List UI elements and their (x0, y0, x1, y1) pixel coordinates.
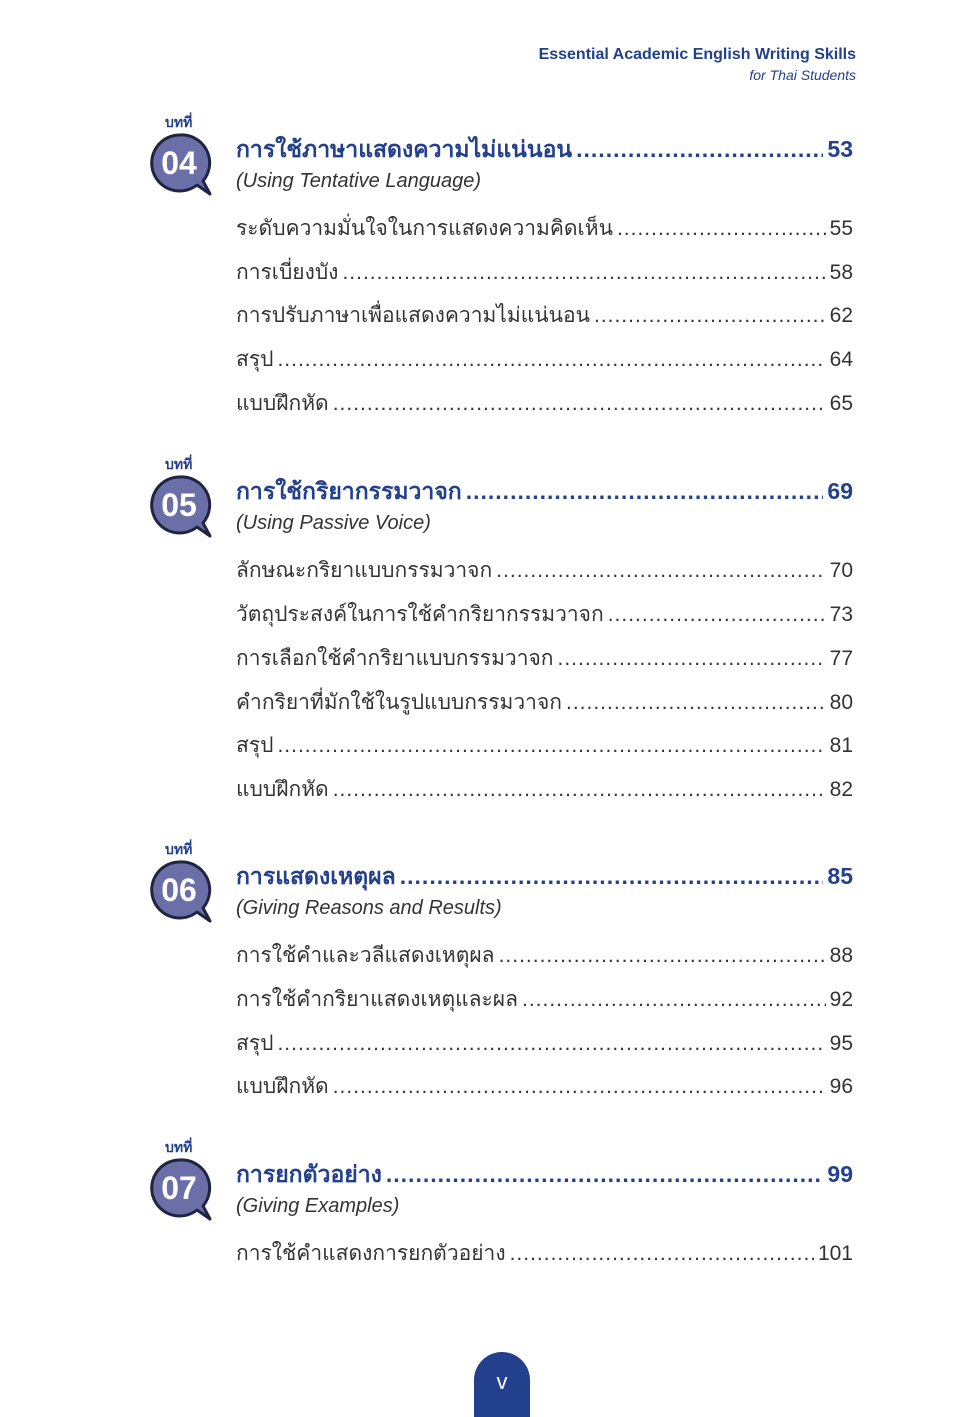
chapter-title: การใช้ภาษาแสดงความไม่แน่นอน (236, 136, 573, 162)
chapter-title-row[interactable] (236, 1157, 853, 1193)
entry-page: 55 (829, 217, 853, 240)
entry-text: แบบฝึกหัด (236, 1075, 329, 1098)
entry-text: ลักษณะกริยาแบบกรรมวาจก (236, 559, 493, 582)
page-number: v (474, 1352, 530, 1417)
entry-page: 80 (829, 691, 853, 714)
chapter-title: การใช้กริยากรรมวาจก (236, 478, 462, 504)
entry-page: 65 (829, 392, 853, 415)
leader-dots (496, 559, 825, 583)
entry-page: 82 (829, 778, 853, 801)
leader-dots (576, 136, 823, 163)
chapter-english-title: (Using Tentative Language) (236, 170, 481, 192)
entry-page: 101 (817, 1242, 853, 1265)
leader-dots (400, 863, 824, 890)
leader-dots (558, 647, 826, 671)
chapter-title: การยกตัวอย่าง (236, 1161, 382, 1187)
speech-bubble-icon (148, 132, 214, 198)
speech-bubble-icon (148, 474, 214, 540)
entry-text: ระดับความมั่นใจในการแสดงความคิดเห็น (236, 217, 613, 240)
speech-bubble-icon (148, 859, 214, 925)
toc-entry[interactable] (236, 387, 853, 420)
entry-page: 77 (829, 647, 853, 670)
chapter-label: บทที่ (165, 1139, 193, 1155)
leader-dots (566, 691, 826, 715)
chapter-number: 05 (161, 487, 197, 523)
leader-dots (277, 1032, 825, 1056)
entry-page: 62 (829, 304, 853, 327)
leader-dots (510, 1242, 814, 1266)
entry-text: คำกริยาที่มักใช้ในรูปแบบกรรมวาจก (236, 691, 562, 714)
toc-entry[interactable] (236, 983, 853, 1016)
entry-text: การเลือกใช้คำกริยาแบบกรรมวาจก (236, 647, 554, 670)
speech-bubble-icon (148, 1157, 214, 1223)
chapter-label: บทที่ (165, 841, 193, 857)
toc-entry[interactable] (236, 256, 853, 289)
running-header (539, 44, 856, 84)
chapter-number: 07 (161, 1170, 197, 1206)
leader-dots (594, 304, 826, 328)
entry-text: สรุป (236, 348, 274, 371)
chapter-badge (148, 454, 218, 540)
chapter-title-row[interactable] (236, 132, 853, 168)
toc-entry[interactable] (236, 729, 853, 762)
leader-dots (342, 261, 825, 285)
chapter-page: 53 (827, 136, 853, 162)
chapter-page: 69 (827, 478, 853, 504)
leader-dots (277, 348, 825, 372)
chapter-page: 85 (827, 863, 853, 889)
entry-page: 73 (829, 603, 853, 626)
toc-entry[interactable] (236, 642, 853, 675)
chapter-number: 04 (161, 145, 197, 181)
leader-dots (466, 478, 824, 505)
entry-page: 96 (829, 1075, 853, 1098)
entry-page: 70 (829, 559, 853, 582)
book-title: Essential Academic English Writing Skills (538, 46, 856, 63)
toc-entry[interactable] (236, 1237, 853, 1270)
toc-entry[interactable] (236, 773, 853, 806)
chapter-page: 99 (827, 1161, 853, 1187)
entry-text: วัตถุประสงค์ในการใช้คำกริยากรรมวาจก (236, 603, 604, 626)
toc-entry[interactable] (236, 598, 853, 631)
entry-text: การเบี่ยงบัง (236, 261, 339, 284)
leader-dots (277, 734, 825, 758)
entry-text: การปรับภาษาเพื่อแสดงความไม่แน่นอน (236, 304, 590, 327)
chapter-title-row[interactable] (236, 859, 853, 895)
entry-page: 88 (829, 944, 853, 967)
entry-text: แบบฝึกหัด (236, 392, 329, 415)
leader-dots (522, 988, 826, 1012)
chapter-badge (148, 112, 218, 198)
chapter-badge (148, 839, 218, 925)
toc-entry[interactable] (236, 299, 853, 332)
leader-dots (617, 217, 826, 241)
toc-entry[interactable] (236, 554, 853, 587)
leader-dots (333, 1075, 826, 1099)
chapter-english-title: (Using Passive Voice) (236, 512, 431, 534)
entry-page: 92 (829, 988, 853, 1011)
entry-text: สรุป (236, 1032, 274, 1055)
toc-entry[interactable] (236, 212, 853, 245)
leader-dots (333, 392, 826, 416)
leader-dots (499, 944, 826, 968)
toc-entry[interactable] (236, 1027, 853, 1060)
chapter-title: การแสดงเหตุผล (236, 863, 396, 889)
toc-entry[interactable] (236, 1070, 853, 1103)
book-subtitle: for Thai Students (749, 67, 856, 83)
chapter-english-title: (Giving Reasons and Results) (236, 897, 502, 919)
chapter-title-row[interactable] (236, 474, 853, 510)
entry-page: 58 (829, 261, 853, 284)
toc-entry[interactable] (236, 686, 853, 719)
entry-page: 64 (829, 348, 853, 371)
entry-page: 95 (829, 1032, 853, 1055)
entry-text: แบบฝึกหัด (236, 778, 329, 801)
chapter-label: บทที่ (165, 114, 193, 130)
chapter-english-title: (Giving Examples) (236, 1195, 400, 1217)
chapter-label: บทที่ (165, 456, 193, 472)
entry-text: การใช้คำแสดงการยกตัวอย่าง (236, 1242, 506, 1265)
entry-text: การใช้คำและวลีแสดงเหตุผล (236, 944, 495, 967)
entry-text: การใช้คำกริยาแสดงเหตุและผล (236, 988, 518, 1011)
leader-dots (386, 1161, 824, 1188)
chapter-badge (148, 1137, 218, 1223)
entry-text: สรุป (236, 734, 274, 757)
leader-dots (333, 778, 826, 802)
toc-entry[interactable] (236, 343, 853, 376)
chapter-number: 06 (161, 872, 197, 908)
toc-entry[interactable] (236, 939, 853, 972)
leader-dots (608, 603, 826, 627)
entry-page: 81 (829, 734, 853, 757)
